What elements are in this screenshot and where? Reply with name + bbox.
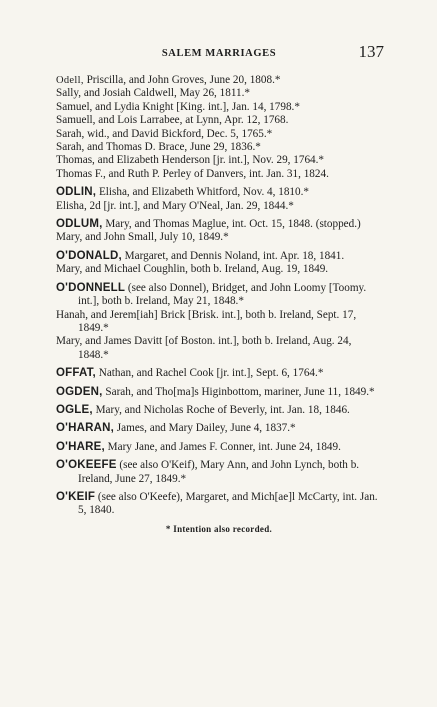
entry-text: Priscilla, and John Groves, June 20, 1808.* xyxy=(83,74,281,86)
entry-surname: OFFAT, xyxy=(56,367,96,380)
entry-text: Sarah, wid., and David Bickford, Dec. 5, 1765.* xyxy=(56,127,273,140)
entry-surname: ODLUM, xyxy=(56,218,103,231)
entry xyxy=(56,422,382,435)
entry-text: Mary, and Nicholas Roche of Beverly, int. Jan. 18, 1846. xyxy=(92,403,350,416)
entry-text: Sarah, and Tho[ma]s Higinbottom, mariner, June 11, 1849.* xyxy=(102,385,375,398)
entry-text: Elisha, and Elizabeth Whitford, Nov. 4, 1810.* xyxy=(96,186,310,199)
entry-text: (see also O'Keif), Mary Ann, and John Lynch, both b. Ireland, June 27, 1849.* xyxy=(78,459,360,485)
entry-surname: O'HARE, xyxy=(56,440,105,453)
entry xyxy=(56,386,382,399)
entry-surname: O'OKEEFE xyxy=(56,459,117,472)
entry xyxy=(56,87,382,100)
entry xyxy=(56,128,382,141)
entry xyxy=(56,200,382,213)
entry-list xyxy=(56,74,382,534)
entry-surname: OGDEN, xyxy=(56,385,103,398)
entry-text: (see also Donnel), Bridget, and John Loomy [Toomy. int.], both b. Ireland, May 21, 1848.* xyxy=(78,281,367,308)
entry-text: Samuel, and Lydia Knight [King. int.], Jan. 14, 1798.* xyxy=(56,100,300,113)
entry xyxy=(56,114,382,127)
entry-text: Mary, and Michael Coughlin, both b. Ireland, Aug. 19, 1849. xyxy=(56,263,329,276)
entry-surname: O'DONALD, xyxy=(56,249,122,262)
entry xyxy=(56,335,382,362)
entry-surname: OGLE, xyxy=(56,403,93,416)
running-title: SALEM MARRIAGES xyxy=(161,48,277,59)
entry xyxy=(56,168,382,181)
footnote: * Intention also recorded. xyxy=(165,523,273,534)
entry-surname: Odell, xyxy=(56,75,84,86)
entry-text: Thomas F., and Ruth P. Perley of Danvers, int. Jan. 31, 1824. xyxy=(56,167,329,180)
entry xyxy=(56,186,382,199)
entry xyxy=(56,404,382,417)
entry xyxy=(56,231,382,244)
entry-text: Mary, and James Davitt [of Boston. int.], both b. Ireland, Aug. 24, 1848.* xyxy=(56,335,352,361)
entry xyxy=(56,141,382,154)
entry xyxy=(56,263,382,276)
entry xyxy=(56,367,382,380)
entry-text: Sarah, and Thomas D. Brace, June 29, 1836.* xyxy=(56,141,261,154)
entry-text: James, and Mary Dailey, June 4, 1837.* xyxy=(114,422,296,435)
entry xyxy=(56,101,382,114)
entry-surname: O'KEIF xyxy=(56,490,96,503)
entry xyxy=(56,491,382,518)
entry-text: Hanah, and Jerem[iah] Brick [Brisk. int.], both b. Ireland, Sept. 17, 1849.* xyxy=(56,308,357,334)
page-header xyxy=(56,42,382,66)
entry-text: Sally, and Josiah Caldwell, May 26, 1811.* xyxy=(56,87,250,100)
page-number: 137 xyxy=(358,42,384,61)
entry xyxy=(56,74,382,87)
entry xyxy=(56,154,382,167)
entry-text: Mary Jane, and James F. Conner, int. June 24, 1849. xyxy=(104,440,341,453)
entry xyxy=(56,459,382,486)
entry-text: Mary, and John Small, July 10, 1849.* xyxy=(56,231,229,244)
entry xyxy=(56,441,382,454)
entry xyxy=(56,250,382,263)
entry-text: (see also O'Keefe), Margaret, and Mich[ae]l McCarty, int. Jan. 5, 1840. xyxy=(78,490,378,517)
entry-text: Margaret, and Dennis Noland, int. Apr. 18, 1841. xyxy=(121,249,345,262)
entry-text: Samuell, and Lois Larrabee, at Lynn, Apr. 12, 1768. xyxy=(56,114,289,127)
entry xyxy=(56,309,382,336)
entry xyxy=(56,218,382,231)
entry-text: Thomas, and Elizabeth Henderson [jr. int.], Nov. 29, 1764.* xyxy=(56,154,325,167)
entry xyxy=(56,282,382,309)
entry-text: Nathan, and Rachel Cook [jr. int.], Sept. 6, 1764.* xyxy=(95,367,324,380)
entry-text: Mary, and Thomas Maglue, int. Oct. 15, 1848. (stopped.) xyxy=(102,218,361,231)
entry-surname: O'HARAN, xyxy=(56,422,114,435)
entry-surname: O'DONNELL xyxy=(56,281,126,294)
entry-text: Elisha, 2d [jr. int.], and Mary O'Neal, Jan. 29, 1844.* xyxy=(56,199,294,212)
entry-surname: ODLIN, xyxy=(56,186,97,199)
